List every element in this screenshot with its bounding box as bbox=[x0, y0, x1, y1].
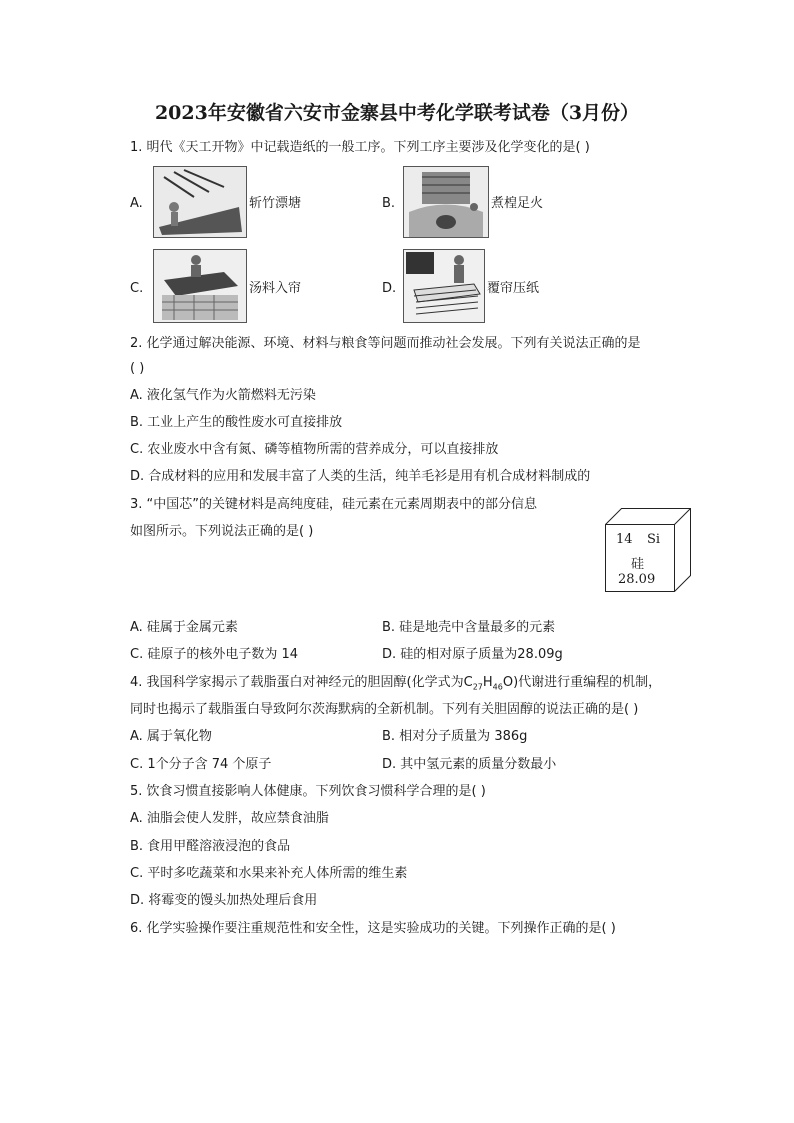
element-symbol: Si bbox=[647, 532, 661, 547]
q4-stem-part-c: O)代谢进行重编程的机制， bbox=[502, 675, 662, 690]
question-1-stem: 1. 明代《天工开物》中记载造纸的一般工序。下列工序主要涉及化学变化的是( ) bbox=[130, 140, 590, 155]
q1-option-c-letter[interactable]: C. bbox=[130, 281, 144, 296]
question-3-stem-cont: 如图所示。下列说法正确的是( ) bbox=[130, 524, 314, 539]
q5-option-d[interactable]: D. 将霉变的馒头加热处理后食用 bbox=[130, 893, 318, 908]
q3-option-d[interactable]: D. 硅的相对原子质量为28.09g bbox=[382, 647, 563, 662]
q4-stem-part-b: H bbox=[482, 675, 493, 690]
q1-option-a-illustration bbox=[153, 166, 247, 238]
question-2-stem: 2. 化学通过解决能源、环境、材料与粮食等问题而推动社会发展。下列有关说法正确的是 bbox=[130, 336, 641, 351]
q4-option-d[interactable]: D. 其中氢元素的质量分数最小 bbox=[382, 757, 557, 772]
q4-option-b[interactable]: B. 相对分子质量为 386g bbox=[382, 729, 528, 744]
q1-option-b-illustration bbox=[403, 166, 489, 238]
q5-option-a[interactable]: A. 油脂会使人发胖，故应禁食油脂 bbox=[130, 811, 329, 826]
q1-option-b-text: 煮楻足火 bbox=[491, 196, 544, 211]
q2-option-a[interactable]: A. 液化氢气作为火箭燃料无污染 bbox=[130, 388, 316, 403]
element-name: 硅 bbox=[631, 557, 645, 572]
q5-option-b[interactable]: B. 食用甲醛溶液浸泡的食品 bbox=[130, 839, 291, 854]
q3-option-a[interactable]: A. 硅属于金属元素 bbox=[130, 620, 238, 635]
question-3-stem: 3. “中国芯”的关键材料是高纯度硅，硅元素在元素周期表中的部分信息 bbox=[130, 497, 538, 512]
q2-option-b[interactable]: B. 工业上产生的酸性废水可直接排放 bbox=[130, 415, 343, 430]
q1-option-a-text: 斩竹漂塘 bbox=[249, 196, 302, 211]
q1-option-c-text: 汤料入帘 bbox=[249, 281, 302, 296]
question-5-stem: 5. 饮食习惯直接影响人体健康。下列饮食习惯科学合理的是( ) bbox=[130, 784, 486, 799]
question-4-stem-cont: 同时也揭示了载脂蛋白导致阿尔茨海默病的全新机制。下列有关胆固醇的说法正确的是( ) bbox=[130, 702, 639, 717]
periodic-table-cell bbox=[605, 507, 691, 593]
q2-option-c[interactable]: C. 农业废水中含有氮、磷等植物所需的营养成分，可以直接排放 bbox=[130, 442, 499, 457]
q4-stem-part-a: 4. 我国科学家揭示了载脂蛋白对神经元的胆固醇(化学式为C bbox=[130, 675, 473, 690]
q4-subscript-hydrogen: 46 bbox=[492, 682, 503, 692]
q1-option-a-letter[interactable]: A. bbox=[130, 196, 143, 211]
atomic-mass: 28.09 bbox=[618, 572, 656, 587]
q4-option-a[interactable]: A. 属于氧化物 bbox=[130, 729, 212, 744]
q4-subscript-carbon: 27 bbox=[472, 682, 483, 692]
question-2-stem-cont: ( ) bbox=[130, 361, 145, 376]
q3-option-b[interactable]: B. 硅是地壳中含量最多的元素 bbox=[382, 620, 556, 635]
q1-option-d-letter[interactable]: D. bbox=[382, 281, 397, 296]
q3-option-c[interactable]: C. 硅原子的核外电子数为 14 bbox=[130, 647, 299, 662]
question-4-stem bbox=[130, 675, 661, 696]
q4-option-c[interactable]: C. 1个分子含 74 个原子 bbox=[130, 757, 272, 772]
q1-option-b-letter[interactable]: B. bbox=[382, 196, 396, 211]
q1-option-d-text: 覆帘压纸 bbox=[487, 281, 540, 296]
q1-option-d-illustration bbox=[403, 249, 485, 323]
atomic-number: 14 bbox=[616, 532, 633, 547]
q5-option-c[interactable]: C. 平时多吃蔬菜和水果来补充人体所需的维生素 bbox=[130, 866, 408, 881]
exam-title: 2023年安徽省六安市金寨县中考化学联考试卷（3月份） bbox=[154, 102, 640, 124]
question-6-stem: 6. 化学实验操作要注重规范性和安全性，这是实验成功的关键。下列操作正确的是( ) bbox=[130, 921, 616, 936]
q2-option-d[interactable]: D. 合成材料的应用和发展丰富了人类的生活，纯羊毛衫是用有机合成材料制成的 bbox=[130, 469, 591, 484]
q1-option-c-illustration bbox=[153, 249, 247, 323]
